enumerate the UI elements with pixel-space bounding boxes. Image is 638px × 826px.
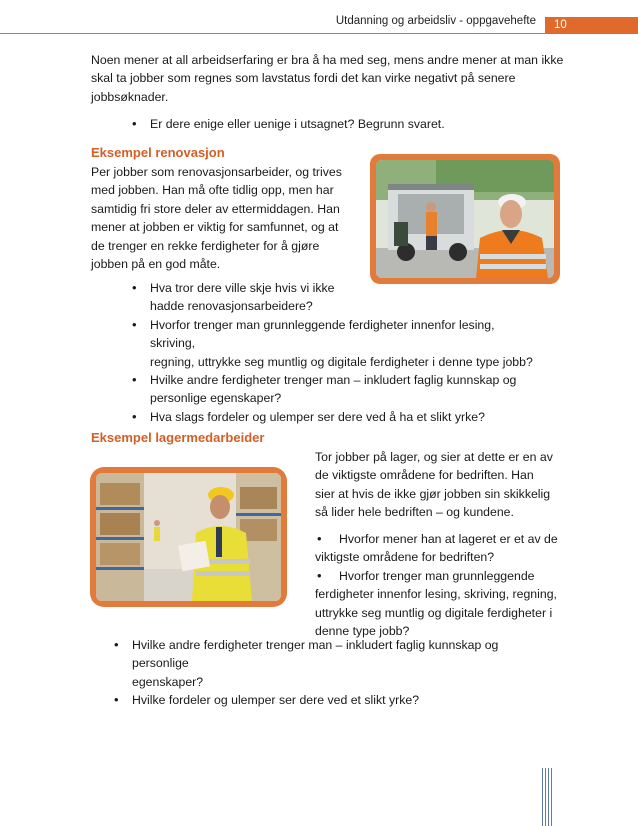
list-item: • Hvilke fordeler og ulemper ser dere ved et slikt yrke?: [112, 691, 552, 709]
intro-line: skal ta jobber som regnes som lavstatus fordi det kan virke negativt på senere: [91, 71, 516, 86]
list-item: • Hva slags fordeler og ulemper ser dere ved å ha et slikt yrke?: [130, 408, 540, 426]
paragraph-line: de trenger en rekke ferdigheter for å gjøre: [91, 238, 320, 253]
intro-paragraph: [91, 51, 563, 106]
list-item: • Hva tror dere ville skje hvis vi ikke hadde renovasjonsarbeidere?: [130, 279, 540, 316]
paragraph-line: så lider hele bedriften – og kundene.: [315, 505, 514, 520]
paragraph-line: Tor jobber på lager, og sier at dette er en av: [315, 450, 553, 464]
list-item: • Hvorfor trenger man grunnleggende ferdigheter innenfor lesing, skriving, regning, uttrykke seg muntlig og digitale ferdigheter i denne type jobb?: [315, 567, 558, 641]
page-number: 10: [545, 17, 638, 33]
paragraph-line: Per jobber som renovasjonsarbeider, og trives: [91, 165, 342, 179]
lager-inline-question-list: [315, 530, 558, 640]
intro-question-list: [130, 115, 445, 133]
intro-line: Noen mener at all arbeidserfaring er bra å ha med seg, mens andre mener at man ikke: [91, 53, 564, 67]
intro-line: jobbsøknader.: [91, 89, 169, 104]
photo-warehouse-worker: [90, 467, 287, 607]
list-item: • Hvorfor trenger man grunnleggende ferdigheter innenfor lesing, skriving, regning, uttrykke seg muntlig og digitale ferdigheter i denne type jobb?: [130, 316, 540, 371]
decorative-lines: [542, 768, 552, 826]
list-item: • Hvorfor mener han at lageret er et av de viktigste områdene for bedriften?: [315, 530, 558, 567]
paragraph-line: mener at jobben er viktig for samfunnet, og at: [91, 220, 339, 235]
paragraph-line: samtidig fri store deler av ettermiddagen. Han: [91, 201, 340, 216]
section-heading-renovasjon: Eksempel renovasjon: [91, 145, 225, 160]
section-heading-lager: Eksempel lagermedarbeider: [91, 430, 265, 445]
renovasjon-paragraph: [91, 163, 342, 273]
renovasjon-question-list: [130, 279, 540, 426]
paragraph-line: med jobben. Han må ofte tidlig opp, men har: [91, 183, 334, 198]
list-item: • Er dere enige eller uenige i utsagnet? Begrunn svaret.: [130, 115, 445, 133]
list-item: • Hvilke andre ferdigheter trenger man – inkludert faglig kunnskap og personlige egenskaper?: [112, 636, 552, 691]
lager-question-list: [112, 636, 552, 710]
header-rule: [0, 33, 638, 34]
paragraph-line: sier at hvis de ikke gjør jobben sin skikkelig: [315, 486, 551, 501]
lager-paragraph: [315, 448, 553, 522]
paragraph-line: jobben på en god måte.: [91, 257, 221, 272]
photo-garbage-worker: [370, 154, 560, 284]
header-title: Utdanning og arbeidsliv - oppgavehefte: [335, 15, 536, 27]
list-item: • Hvilke andre ferdigheter trenger man – inkludert faglig kunnskap og personlige egenskaper?: [130, 371, 540, 408]
paragraph-line: de viktigste områdene for bedriften. Han: [315, 468, 534, 483]
